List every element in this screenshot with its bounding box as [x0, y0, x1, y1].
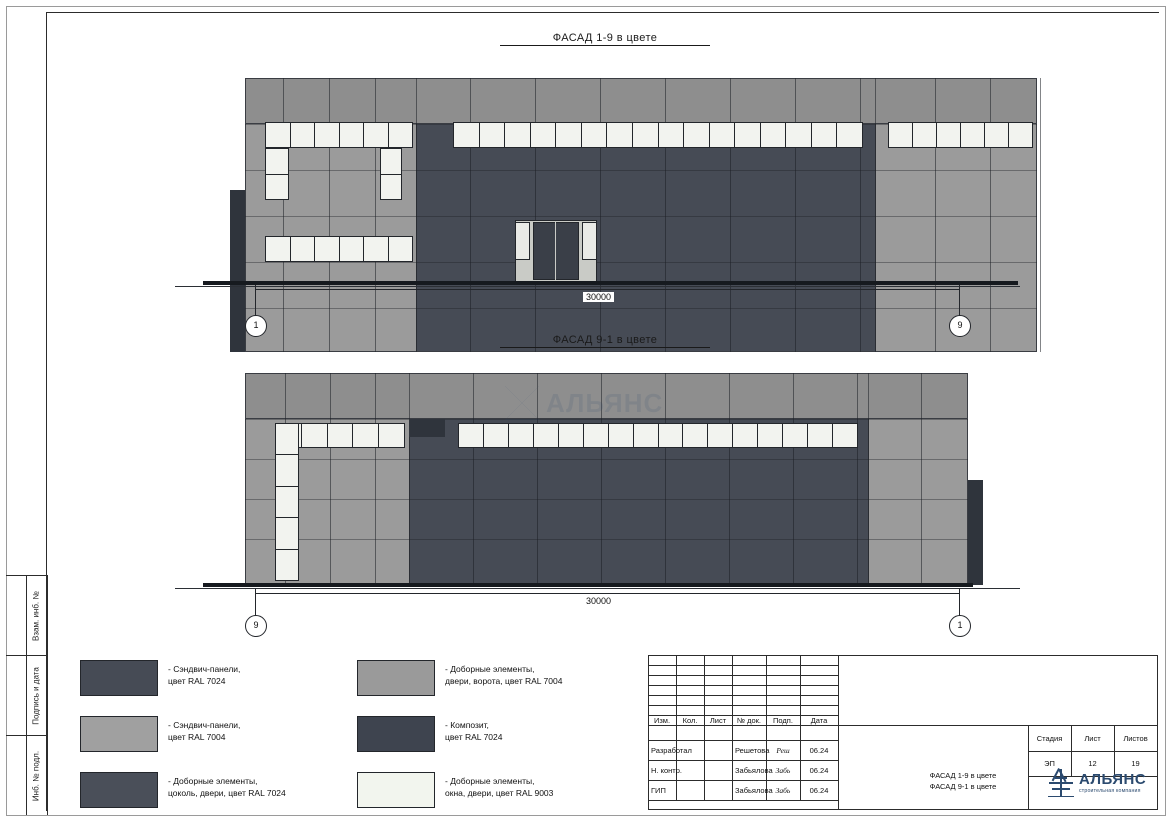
tb-sheet-label: Лист — [1084, 734, 1101, 743]
left-stamp-cell-2 — [6, 656, 47, 736]
dimension-line-top — [255, 289, 960, 290]
tb-header-podp: Подп. — [773, 715, 793, 725]
tb-document-title-line1: ФАСАД 1-9 в цвете — [929, 771, 997, 780]
ground-line-bottom — [203, 583, 973, 587]
tb-role-2: Н. контр. — [651, 765, 682, 775]
window-column-left-a-top — [265, 148, 289, 200]
axis-bubble-bottom-right: 1 — [949, 615, 971, 637]
tb-date-3: 06.24 — [809, 785, 829, 795]
tb-header-data: Дата — [810, 715, 828, 725]
axis-bubble-bottom-left: 9 — [245, 615, 267, 637]
tb-stage-label: Стадия — [1036, 734, 1063, 743]
legend-swatch-3 — [80, 716, 158, 752]
window-strip-top-left — [265, 122, 413, 148]
elevation-top-title: ФАСАД 1-9 в цвете — [500, 32, 710, 46]
legend-text-4 — [445, 719, 502, 743]
company-name: АЛЬЯНС — [1079, 770, 1147, 788]
dimension-value-top: 30000 — [583, 292, 614, 302]
legend-text-6-line1: - Доборные элементы, — [445, 776, 535, 786]
legend-swatch-4 — [357, 716, 435, 752]
tb-sign-1: Реш — [776, 745, 790, 755]
watermark-logo — [505, 380, 705, 426]
accent-patch-bottom — [409, 419, 445, 437]
title-block — [648, 655, 1158, 810]
axis-bubble-top-right: 9 — [949, 315, 971, 337]
tb-date-2: 06.24 — [809, 765, 829, 775]
legend-text-6-line2: окна, двери, цвет RAL 9003 — [445, 788, 554, 798]
legend-swatch-6 — [357, 772, 435, 808]
legend-text-5-line2: цоколь, двери, цвет RAL 7024 — [168, 788, 286, 798]
left-stamp-column — [6, 575, 48, 815]
entrance-sidelight-left-top — [515, 222, 530, 260]
tb-sign-3: Забь — [775, 785, 791, 795]
legend-text-5 — [168, 775, 286, 799]
company-subtitle: строительная компания — [1079, 787, 1141, 794]
left-stamp-cell-1 — [6, 576, 47, 656]
window-strip-bottom-center — [458, 423, 858, 448]
ground-extension-top — [175, 286, 1020, 287]
tb-sign-2: Забь — [775, 765, 791, 775]
tb-role-1: Разработал — [651, 745, 692, 755]
tb-name-3: Забьялова — [735, 785, 773, 795]
tb-sheet-value: 12 — [1088, 759, 1097, 768]
legend-text-3 — [168, 719, 240, 743]
elevation-bottom-title: ФАСАД 9-1 в цвете — [500, 334, 710, 348]
legend-text-1-line2: цвет RAL 7024 — [168, 676, 226, 686]
legend-swatch-2 — [357, 660, 435, 696]
tb-header-kol: Кол. — [682, 715, 698, 725]
tb-name-1: Решетова — [735, 745, 770, 755]
tb-name-2: Забьялова — [735, 765, 773, 775]
tb-header-izm: Изм. — [653, 715, 671, 725]
tb-document-title — [888, 770, 1038, 792]
legend-text-3-line2: цвет RAL 7004 — [168, 732, 226, 742]
tb-document-title-line2: ФАСАД 9-1 в цвете — [929, 782, 997, 791]
legend-swatch-1 — [80, 660, 158, 696]
watermark-triangle-icon — [505, 386, 539, 420]
ground-line-top — [203, 281, 1018, 285]
company-logo-text — [1079, 772, 1146, 794]
tb-date-1: 06.24 — [809, 745, 829, 755]
axis-bubble-top-left: 1 — [245, 315, 267, 337]
legend-text-2-line1: - Доборные элементы, — [445, 664, 535, 674]
left-stamp-label-1: Взам. инб. № — [31, 590, 41, 641]
entrance-door-mullion-top — [555, 222, 556, 280]
tb-header-list: Лист — [709, 715, 727, 725]
window-strip-top-right — [888, 122, 1033, 148]
legend-text-2 — [445, 663, 562, 687]
legend-text-2-line2: двери, ворота, цвет RAL 7004 — [445, 676, 563, 686]
dimension-line-bottom — [255, 593, 960, 594]
left-stamp-label-2: Подпись и дата — [31, 666, 41, 725]
company-triangle-icon — [1048, 769, 1074, 797]
legend-text-4-line1: - Композит, — [445, 720, 489, 730]
legend-text-5-line1: - Доборные элементы, — [168, 776, 258, 786]
legend-swatch-5 — [80, 772, 158, 808]
window-strip-lower-left-top — [265, 236, 413, 262]
legend-text-1 — [168, 663, 240, 687]
left-stamp-label-3: Инб. № подл. — [31, 750, 41, 801]
ground-extension-bottom — [175, 588, 1020, 589]
entrance-door-top — [533, 222, 579, 280]
window-column-left-bottom — [275, 423, 299, 581]
tb-sheets-label: Листов — [1123, 734, 1148, 743]
legend — [80, 660, 625, 805]
tb-stage-value: ЭП — [1044, 759, 1055, 768]
left-stamp-cell-3 — [6, 736, 47, 815]
tb-sheets-value: 19 — [1131, 759, 1140, 768]
company-logo — [1048, 763, 1156, 803]
entrance-sidelight-right-top — [582, 222, 597, 260]
legend-text-6 — [445, 775, 553, 799]
panel-seams-top — [245, 78, 1037, 352]
tb-header-ndok: № док. — [736, 715, 762, 725]
elevation-top-drawing — [175, 70, 1020, 295]
legend-text-1-line1: - Сэндвич-панели, — [168, 664, 241, 674]
legend-text-3-line1: - Сэндвич-панели, — [168, 720, 241, 730]
legend-text-4-line2: цвет RAL 7024 — [445, 732, 503, 742]
dimension-value-bottom: 30000 — [583, 596, 614, 606]
window-column-left-b-top — [380, 148, 402, 200]
watermark-text: АЛЬЯНС — [546, 387, 664, 418]
tb-role-3: ГИП — [651, 785, 666, 795]
